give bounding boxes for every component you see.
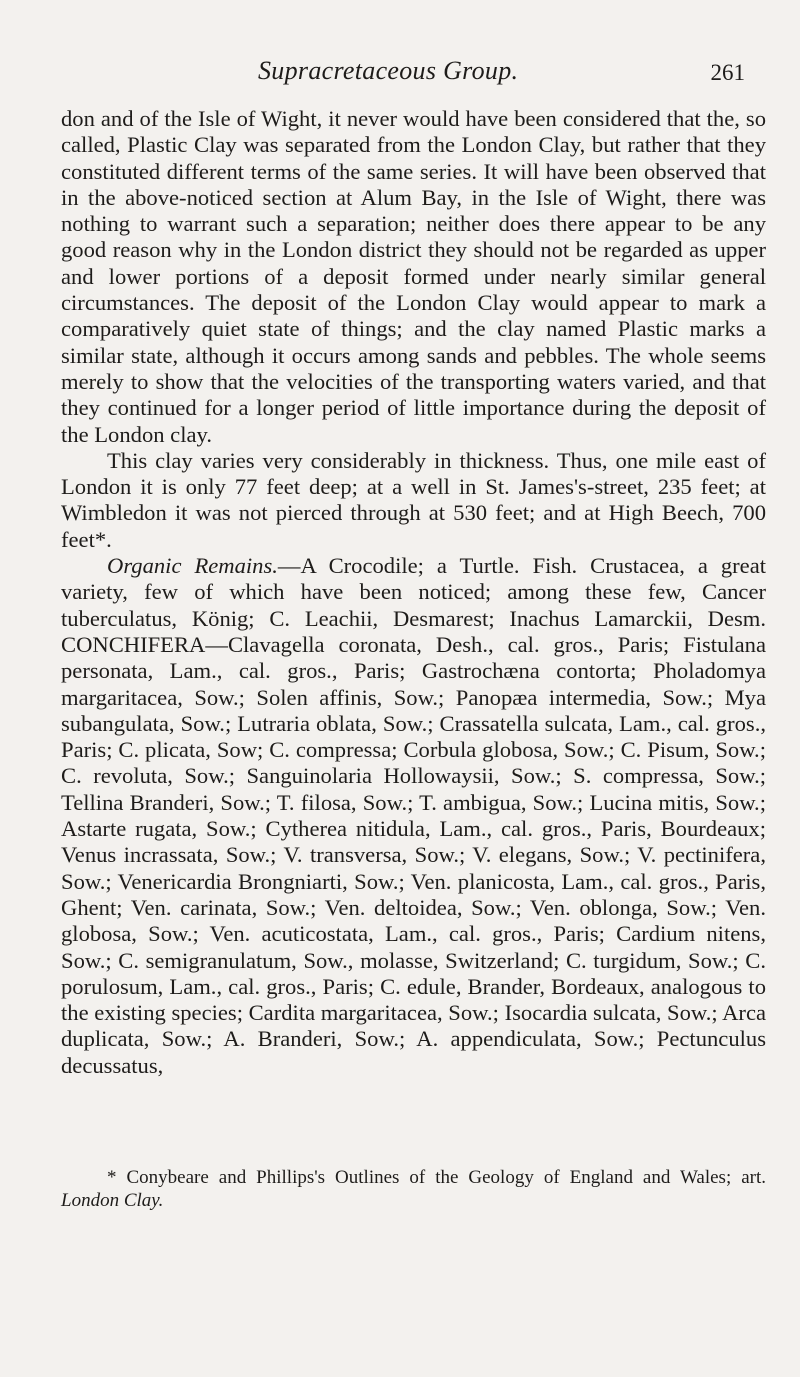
running-title: Supracretaceous Group.: [258, 56, 519, 85]
footnote-text: * Conybeare and Phillips's Outlines of the Geology of England and Wales; art.: [107, 1167, 766, 1188]
footnote-italic: London Clay.: [61, 1190, 164, 1211]
paragraph-clay-thickness: This clay varies very considerably in thickness. Thus, one mile east of London it is only 77 feet deep; at a well in St. James's-street, 235 feet; at Wimbledon it was not pierced through at 530 feet; and at High Beech, 700 feet*.: [61, 447, 766, 552]
body-text: [61, 106, 766, 1079]
organic-remains-text: —A Crocodile; a Turtle. Fish. Crustacea, a great variety, few of which have been noticed; among these few, Cancer tuberculatus, König; C. Leachii, Desmarest; Inachus Lamarckii, Desm. CONCHIFERA—Clavagella coronata, Desh., cal. gros., Paris; Fistulana personata, Lam., cal. gros., Paris; Gastrochæna contorta; Pholadomya margaritacea, Sow.; Solen affinis, Sow.; Panopæa intermedia, Sow.; Mya subangulata, Sow.; Lutraria oblata, Sow.; Crassatella sulcata, Lam., cal. gros., Paris; C. plicata, Sow; C. compressa; Corbula globosa, Sow.; C. Pisum, Sow.; C. revoluta, Sow.; Sanguinolaria Hollowaysii, Sow.; S. compressa, Sow.; Tellina Branderi, Sow.; T. filosa, Sow.; T. ambigua, Sow.; Lucina mitis, Sow.; Astarte rugata, Sow.; Cytherea nitidula, Lam., cal. gros., Paris, Bourdeaux; Venus incrassata, Sow.; V. transversa, Sow.; V. elegans, Sow.; V. pectinifera, Sow.; Venericardia Brongniarti, Sow.; Ven. planicosta, Lam., cal. gros., Paris, Ghent; Ven. carinata, Sow.; Ven. deltoidea, Sow.; Ven. oblonga, Sow.; Ven. globosa, Sow.; Ven. acuticostata, Lam., cal. gros., Paris; Cardium nitens, Sow.; C. semigranulatum, Sow., molasse, Switzerland; C. turgidum, Sow.; C. porulosum, Lam., cal. gros., Paris; C. edule, Brander, Bordeaux, analogous to the existing species; Cardita margaritacea, Sow.; Isocardia sulcata, Sow.; Arca duplicata, Sow.; A. Branderi, Sow.; A. appendiculata, Sow.; Pectunculus decussatus,: [61, 553, 766, 1078]
paragraph-organic-remains: [61, 553, 766, 1079]
page-number: 261: [710, 60, 745, 85]
organic-remains-heading: Organic Remains.: [107, 553, 278, 579]
paragraph-plastic-clay: don and of the Isle of Wight, it never would have been considered that the, so called, Plastic Clay was separated from the London Clay, but rather that they constituted different terms of the same series. It will have been observed that in the above-noticed section at Alum Bay, in the Isle of Wight, there was nothing to warrant such a separation; neither does there appear to be any good reason why in the London district they should not be regarded as upper and lower portions of a deposit formed under nearly similar general circumstances. The deposit of the London Clay would appear to mark a comparatively quiet state of things; and the clay named Plastic marks a similar state, although it occurs among sands and pebbles. The whole seems merely to show that the velocities of the transporting waters varied, and that they continued for a longer period of little importance during the deposit of the London clay.: [61, 106, 766, 447]
running-head: [258, 56, 745, 100]
footnote: [61, 1166, 766, 1212]
